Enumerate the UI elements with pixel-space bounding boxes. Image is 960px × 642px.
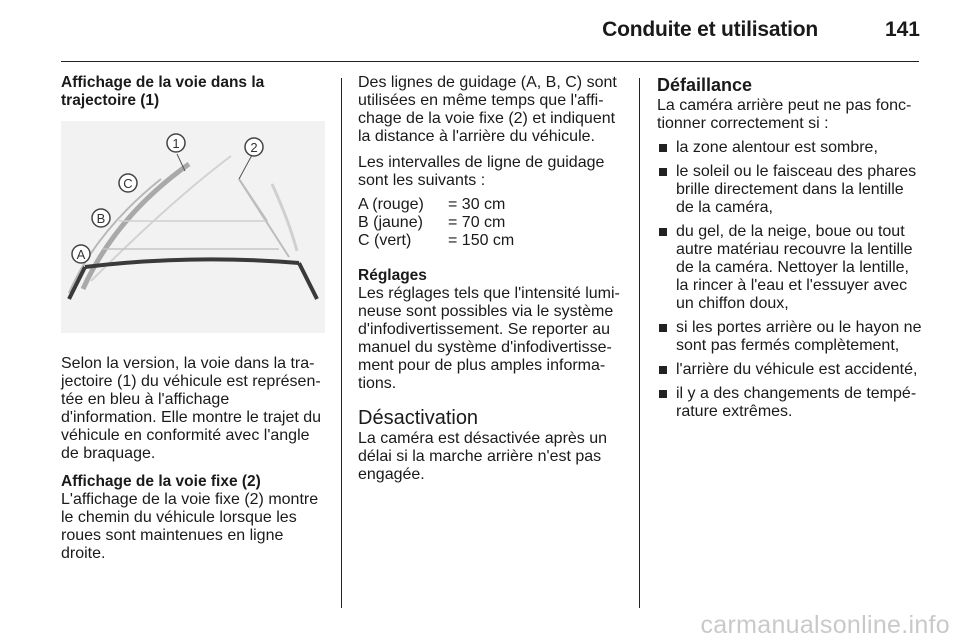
interval-value: = 70 cm bbox=[448, 214, 506, 231]
rear-camera-guideline-figure bbox=[61, 121, 325, 333]
trajectory-description: Selon la version, la voie dans la trajectoire (1) du véhicule est représentée en bleu à l'affichage d'information. Elle montre le trajet du véhicule en conformité avec l'angle de braquage. bbox=[61, 355, 322, 462]
section-heading-failure: Défaillance bbox=[657, 75, 753, 95]
interval-value: = 30 cm bbox=[448, 196, 506, 213]
watermark-text: carmanualsonline.info bbox=[700, 611, 950, 639]
interval-key: C (vert) bbox=[358, 232, 412, 249]
header-divider bbox=[61, 61, 919, 62]
guideline-intervals-table bbox=[358, 196, 514, 250]
guidelines-description: Des lignes de guidage (A, B, C) sont utilisées en même temps que l'affichage de la voie fixe (2) et indiquent la distance à l'arrière du véhicule. bbox=[358, 74, 617, 145]
column-3 bbox=[657, 74, 923, 427]
deactivation-description: La caméra est désactivée après un délai si la marche arrière n'est pas engagée. bbox=[358, 430, 608, 483]
callout-label-b: B bbox=[96, 211, 106, 226]
failure-intro: La caméra arrière peut ne pas fonctionner correctement si : bbox=[657, 97, 912, 132]
interval-row bbox=[358, 214, 514, 232]
callout-label-1: 1 bbox=[172, 136, 180, 151]
list-item: si les portes arrière ou le hayon ne sont pas fermés complètement, bbox=[657, 319, 923, 355]
left-bracket bbox=[69, 267, 85, 299]
running-header-title: Conduite et utilisation bbox=[602, 18, 818, 41]
list-item: il y a des changements de température extrêmes. bbox=[657, 385, 923, 421]
failure-conditions-list bbox=[657, 139, 923, 421]
callout-leader-2 bbox=[239, 155, 252, 179]
interval-row bbox=[358, 196, 514, 214]
section-heading-lane-trajectory bbox=[61, 74, 325, 110]
callout-label-a: A bbox=[76, 247, 86, 262]
callout-label-c: C bbox=[123, 176, 133, 191]
settings-description: Les réglages tels que l'intensité lumineuse sont possibles via le système d'infodivertissement. Se reporter au manuel du système d'infodivertissement pour de plus amples informations. bbox=[358, 285, 620, 392]
interval-row bbox=[358, 232, 514, 250]
list-item: le soleil ou le faisceau des phares brille directement dans la lentille de la caméra, bbox=[657, 163, 923, 217]
interval-key: A (rouge) bbox=[358, 196, 424, 213]
section-heading-fixed-lane: Affichage de la voie fixe (2) bbox=[61, 473, 261, 490]
column-divider-1 bbox=[341, 78, 342, 608]
callout-label-2: 2 bbox=[250, 140, 258, 155]
section-heading-settings: Réglages bbox=[358, 267, 427, 284]
heading-line-1: Affichage de la voie dans la bbox=[61, 74, 265, 91]
right-boundary-line bbox=[239, 179, 267, 221]
list-item: du gel, de la neige, boue ou tout autre matériau recouvre la lentille de la caméra. Nettoyer la lentille, la rincer à l'eau et l'essuyer avec un chiffon doux, bbox=[657, 223, 923, 313]
column-divider-2 bbox=[639, 78, 640, 608]
right-bracket bbox=[299, 263, 317, 299]
interval-key: B (jaune) bbox=[358, 214, 423, 231]
guideline-illustration bbox=[61, 121, 325, 333]
fixed-lane-outer bbox=[272, 184, 297, 251]
list-item: l'arrière du véhicule est accidenté, bbox=[657, 361, 923, 379]
section-heading-deactivation: Désactivation bbox=[358, 407, 479, 429]
column-2 bbox=[358, 74, 624, 494]
page-number: 141 bbox=[884, 18, 920, 41]
interval-value: = 150 cm bbox=[448, 232, 515, 249]
list-item: la zone alentour est sombre, bbox=[657, 139, 923, 157]
intervals-intro: Les intervalles de ligne de guidage sont les suivants : bbox=[358, 154, 605, 189]
column-1 bbox=[61, 74, 325, 573]
guideline-a bbox=[85, 259, 299, 267]
fixed-lane-description: L'affichage de la voie fixe (2) montre le chemin du véhicule lorsque les roues sont maintenues en ligne droite. bbox=[61, 491, 319, 562]
heading-line-2: trajectoire (1) bbox=[61, 92, 160, 109]
